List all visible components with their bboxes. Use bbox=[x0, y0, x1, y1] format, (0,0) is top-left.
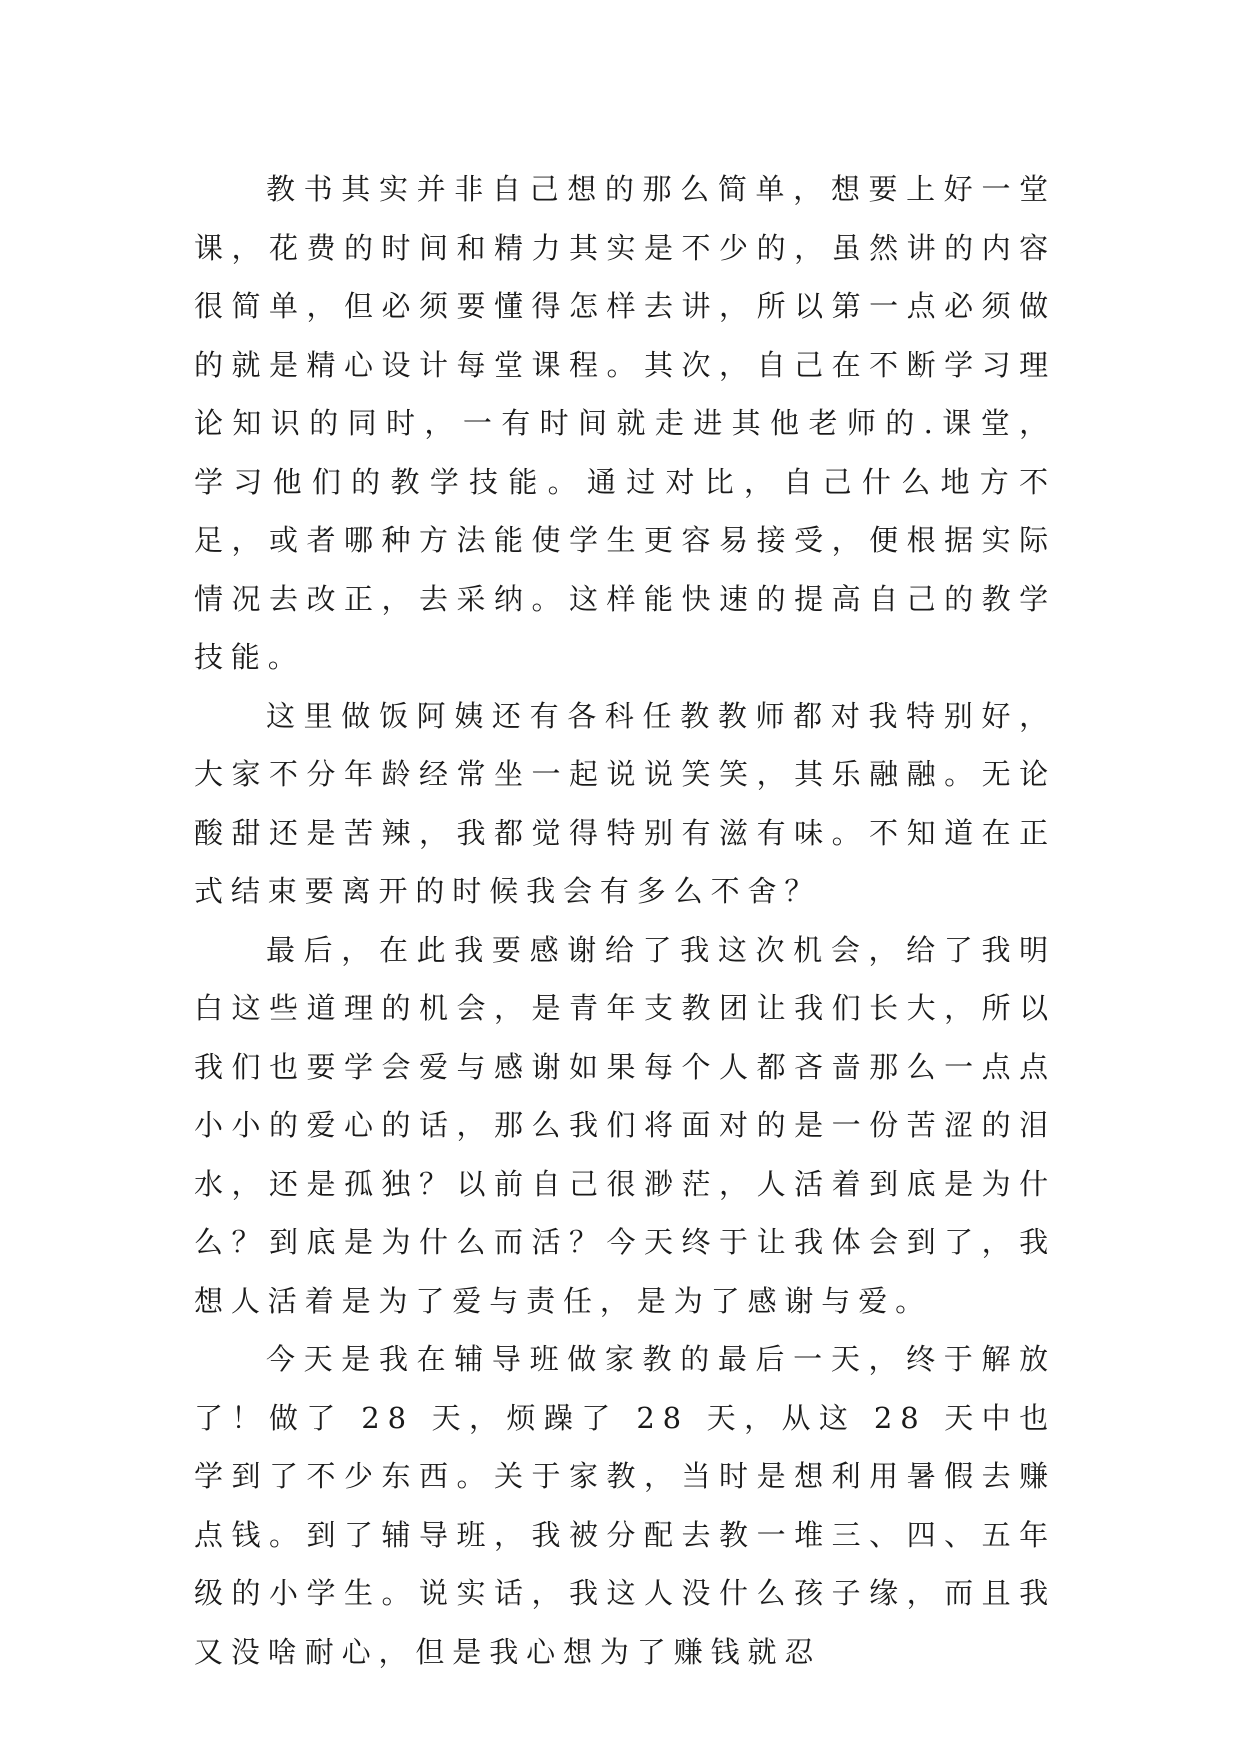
paragraph-2: 这里做饭阿姨还有各科任教教师都对我特别好，大家不分年龄经常坐一起说说笑笑，其乐融融。无论酸甜还是苦辣，我都觉得特别有滋有味。不知道在正式结束要离开的时候我会有多么不舍？ bbox=[194, 698, 1056, 908]
paragraph-1: 教书其实并非自己想的那么简单，想要上好一堂课，花费的时间和精力其实是不少的，虽然讲的内容很简单，但必须要懂得怎样去讲，所以第一点必须做的就是精心设计每堂课程。其次，自己在不断学习理论知识的同时，一有时间就走进其他老师的.课堂，学习他们的教学技能。通过对比，自己什么地方不足，或者哪种方法能使学生更容易接受，便根据实际情况去改正，去采纳。这样能快速的提高自己的教学技能。 bbox=[194, 172, 1056, 674]
document-page bbox=[194, 160, 1056, 1681]
paragraph-4: 今天是我在辅导班做家教的最后一天，终于解放了！做了 28 天，烦躁了 28 天，从这 28 天中也学到了不少东西。关于家教，当时是想利用暑假去赚点钱。到了辅导班，我被分配去教一堆三、四、五年级的小学生。说实话，我这人没什么孩子缘，而且我又没啥耐心，但是我心想为了赚钱就忍 bbox=[194, 1342, 1056, 1669]
paragraph-3: 最后，在此我要感谢给了我这次机会，给了我明白这些道理的机会，是青年支教团让我们长大，所以我们也要学会爱与感谢如果每个人都吝啬那么一点点小小的爱心的话，那么我们将面对的是一份苦涩的泪水，还是孤独？以前自己很渺茫，人活着到底是为什么？到底是为什么而活？今天终于让我体会到了，我想人活着是为了爱与责任，是为了感谢与爱。 bbox=[194, 932, 1056, 1318]
